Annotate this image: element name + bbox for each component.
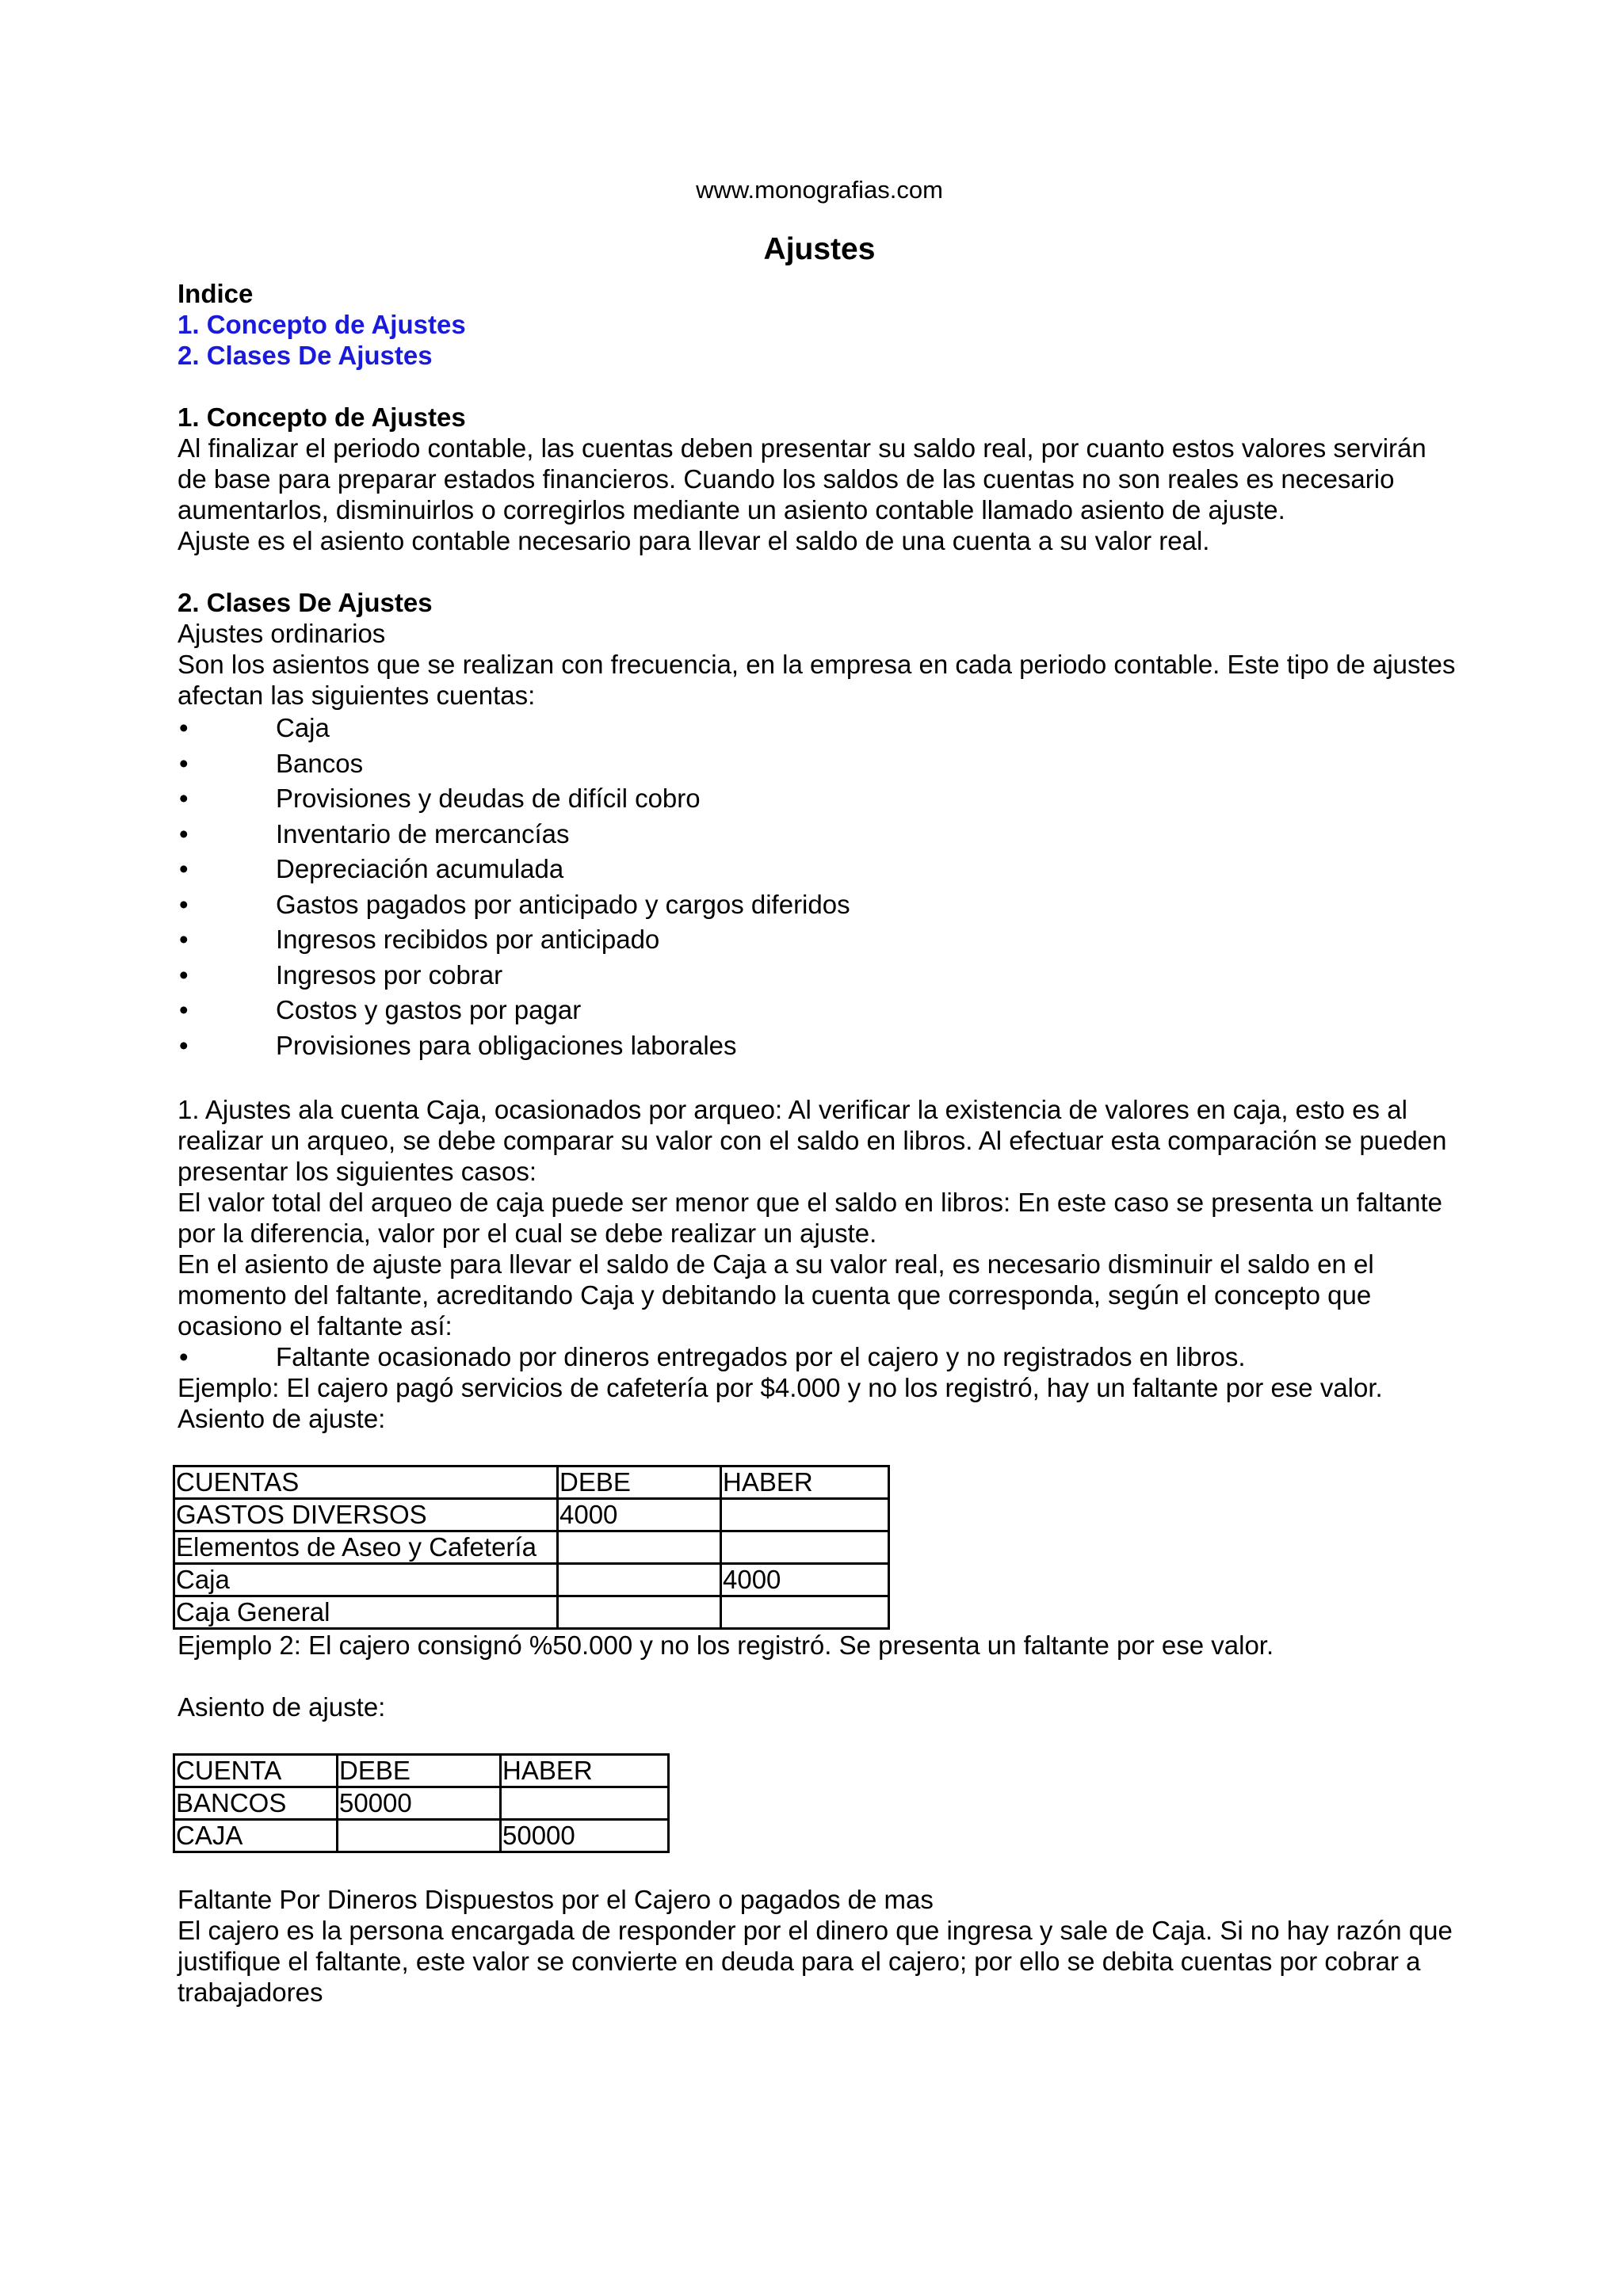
ejemplo-1: Ejemplo: El cajero pagó servicios de cafetería por $4.000 y no los registró, hay un faltante por ese valor.: [178, 1373, 1383, 1402]
section-heading-clases: 2. Clases De Ajustes: [178, 588, 433, 617]
asiento-table-2: [173, 1753, 670, 1853]
table-cell: 4000: [721, 1564, 889, 1596]
spacer: [178, 1661, 1461, 1691]
table-cell: [501, 1787, 669, 1820]
index-section: [178, 278, 1461, 371]
asiento-label-1: Asiento de ajuste:: [178, 1404, 386, 1433]
table-row: [174, 1564, 889, 1596]
table-cell: [558, 1531, 721, 1564]
list-item: • Ingresos recibidos por anticipado: [178, 922, 1461, 958]
table-cell: BANCOS: [174, 1787, 338, 1820]
table-cell: Caja General: [174, 1596, 558, 1629]
faltante-bullet: • Faltante ocasionado por dineros entregados por el cajero y no registrados en libros.: [178, 1341, 1461, 1372]
spacer: [178, 1063, 1461, 1094]
spacer: [178, 1434, 1461, 1465]
table-header-cell: HABER: [501, 1755, 669, 1787]
list-item: • Caja: [178, 711, 1461, 746]
concepto-paragraph-2: Ajuste es el asiento contable necesario para llevar el saldo de una cuenta a su valor real.: [178, 526, 1210, 555]
list-item: • Inventario de mercancías: [178, 817, 1461, 852]
table-header-cell: HABER: [721, 1466, 889, 1499]
list-item: • Ingresos por cobrar: [178, 958, 1461, 994]
subheading-ajustes-ordinarios: Ajustes ordinarios: [178, 619, 386, 648]
caja-intro: 1. Ajustes ala cuenta Caja, ocasionados por arqueo: Al verificar la existencia de valores en caja, esto es al realizar un arqueo, se debe comparar su valor con el saldo en libros. Al efectuar esta comparación se pueden presentar los siguientes casos:: [178, 1095, 1447, 1186]
table-row: [174, 1499, 889, 1531]
table-cell: [558, 1596, 721, 1629]
list-item: • Bancos: [178, 746, 1461, 782]
faltante-heading: Faltante Por Dineros Dispuestos por el Cajero o pagados de mas: [178, 1885, 934, 1914]
spacer: [178, 1853, 1461, 1884]
table-header-cell: DEBE: [338, 1755, 501, 1787]
faltante-text: El cajero es la persona encargada de responder por el dinero que ingresa y sale de Caja. Si no hay razón que justifique el faltante, este valor se convierte en deuda para el cajero; por ello se debita cuentas por cobrar a trabajadores: [178, 1916, 1453, 2007]
index-heading: Indice: [178, 279, 254, 308]
index-link-concepto[interactable]: 1. Concepto de Ajustes: [178, 310, 466, 339]
asiento-label-2: Asiento de ajuste:: [178, 1692, 386, 1722]
spacer: [178, 1722, 1461, 1753]
spacer: [178, 556, 1461, 587]
table-header-row: [174, 1755, 669, 1787]
accounts-list: [178, 711, 1461, 1063]
ejemplo-2: Ejemplo 2: El cajero consignó %50.000 y no los registró. Se presenta un faltante por ese valor.: [178, 1630, 1274, 1660]
page-title: Ajustes: [763, 232, 876, 266]
section-concepto: [178, 402, 1461, 556]
table-cell: CAJA: [174, 1820, 338, 1852]
table-header-cell: DEBE: [558, 1466, 721, 1499]
table-cell: [721, 1499, 889, 1531]
table-cell: 50000: [501, 1820, 669, 1852]
site-header[interactable]: www.monografias.com: [696, 176, 943, 204]
document-content: [178, 174, 1461, 2008]
caja-case: El valor total del arqueo de caja puede ser menor que el saldo en libros: En este caso se presenta un faltante por la diferencia, valor por el cual se debe realizar un ajuste.: [178, 1188, 1443, 1248]
table-header-cell: CUENTA: [174, 1755, 338, 1787]
table-header-row: [174, 1466, 889, 1499]
spacer: [178, 371, 1461, 402]
table-row: [174, 1531, 889, 1564]
asiento-table-1: [173, 1465, 890, 1630]
table-cell: [338, 1820, 501, 1852]
list-item: • Gastos pagados por anticipado y cargos diferidos: [178, 887, 1461, 923]
table-cell: [558, 1564, 721, 1596]
table-cell: Caja: [174, 1564, 558, 1596]
concepto-paragraph-1: Al finalizar el periodo contable, las cuentas deben presentar su saldo real, por cuanto estos valores servirán de base para preparar estados financieros. Cuando los saldos de las cuentas no son reales es necesario aumentarlos, disminuirlos o corregirlos mediante un asiento contable llamado asiento de ajuste.: [178, 433, 1426, 524]
list-item: • Depreciación acumulada: [178, 852, 1461, 887]
table-cell: GASTOS DIVERSOS: [174, 1499, 558, 1531]
list-item: • Provisiones y deudas de difícil cobro: [178, 781, 1461, 817]
section-heading-concepto: 1. Concepto de Ajustes: [178, 402, 466, 432]
table-row: [174, 1820, 669, 1852]
clases-intro: Son los asientos que se realizan con frecuencia, en la empresa en cada periodo contable. Este tipo de ajustes afectan las siguientes cuentas:: [178, 650, 1456, 710]
table-cell: 4000: [558, 1499, 721, 1531]
index-link-clases[interactable]: 2. Clases De Ajustes: [178, 341, 433, 370]
table-cell: [721, 1531, 889, 1564]
list-item: • Provisiones para obligaciones laborales: [178, 1028, 1461, 1064]
table-cell: Elementos de Aseo y Cafetería: [174, 1531, 558, 1564]
table-row: [174, 1596, 889, 1629]
section-clases: [178, 587, 1461, 2008]
table-header-cell: CUENTAS: [174, 1466, 558, 1499]
table-cell: 50000: [338, 1787, 501, 1820]
caja-entry: En el asiento de ajuste para llevar el saldo de Caja a su valor real, es necesario disminuir el saldo en el momento del faltante, acreditando Caja y debitando la cuenta que corresponda, según el concepto que ocasiono el faltante así:: [178, 1249, 1374, 1341]
table-cell: [721, 1596, 889, 1629]
table-row: [174, 1787, 669, 1820]
list-item: • Costos y gastos por pagar: [178, 993, 1461, 1028]
